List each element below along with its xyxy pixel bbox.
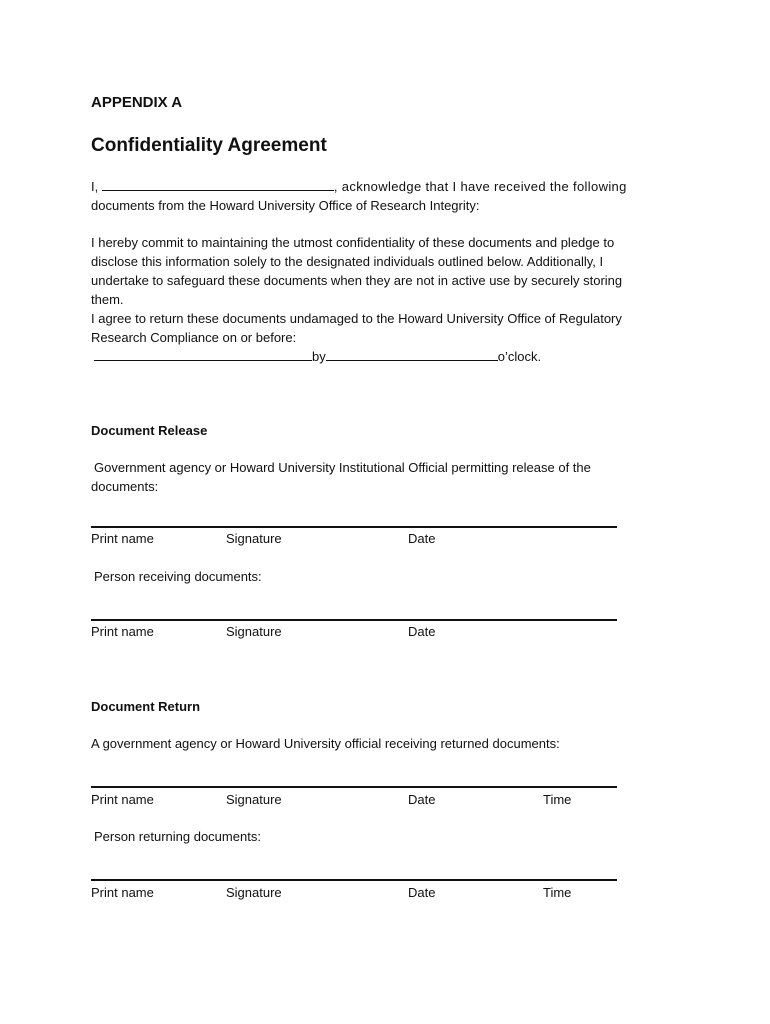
return-person-label: Person returning documents: <box>94 829 261 844</box>
return-deadline-line <box>91 347 681 366</box>
return-person-signature-line[interactable] <box>91 879 617 881</box>
commitment-line-4: them. <box>91 292 124 307</box>
intro-line-1 <box>91 177 681 196</box>
return-official-print-name: Print name <box>91 792 154 807</box>
commitment-line-1: I hereby commit to maintaining the utmost confidentiality of these documents and pledge to <box>91 235 615 250</box>
return-official-date: Date <box>408 792 436 807</box>
intro-paragraph <box>91 177 681 215</box>
return-time-blank[interactable] <box>326 349 498 361</box>
release-official-print-name: Print name <box>91 531 154 546</box>
commitment-line-5: I agree to return these documents undamaged to the Howard University Office of Regulatory <box>91 311 622 326</box>
commitment-line-3: undertake to safeguard these documents when they are not in active use by securely storing <box>91 273 623 288</box>
return-person-date: Date <box>408 885 436 900</box>
release-receiver-label: Person receiving documents: <box>94 569 262 584</box>
release-receiver-print-name: Print name <box>91 624 154 639</box>
document-title: Confidentiality Agreement <box>91 135 327 156</box>
return-official-signature: Signature <box>226 792 282 807</box>
appendix-heading: APPENDIX A <box>91 94 183 111</box>
return-official-label: A government agency or Howard University official receiving returned documents: <box>91 736 560 751</box>
return-official-time: Time <box>543 792 572 807</box>
intro-suffix: , acknowledge that I have received the following <box>333 179 627 194</box>
release-official-date: Date <box>408 531 436 546</box>
release-official-signature: Signature <box>226 531 282 546</box>
return-official-signature-line[interactable] <box>91 786 617 788</box>
release-official-line-2: documents: <box>91 479 159 494</box>
release-official-signature-line[interactable] <box>91 526 617 528</box>
return-person-time: Time <box>543 885 572 900</box>
oclock-label: o’clock. <box>497 349 542 364</box>
commitment-line-6: Research Compliance on or before: <box>91 330 297 345</box>
release-official-label <box>91 458 681 496</box>
return-person-signature: Signature <box>226 885 282 900</box>
return-date-blank[interactable] <box>94 349 312 361</box>
commitment-paragraph <box>91 233 681 366</box>
commitment-line-2: disclose this information solely to the designated individuals outlined below. Additionally, I <box>91 254 604 269</box>
intro-line-2: documents from the Howard University Office of Research Integrity: <box>91 198 480 213</box>
name-blank[interactable] <box>102 179 334 191</box>
intro-prefix: I, <box>91 179 99 194</box>
return-section-title: Document Return <box>91 699 201 714</box>
by-label: by <box>312 349 326 364</box>
release-official-line-1: Government agency or Howard University Institutional Official permitting release of the <box>94 460 591 475</box>
return-person-print-name: Print name <box>91 885 154 900</box>
release-receiver-signature: Signature <box>226 624 282 639</box>
release-section-title: Document Release <box>91 423 208 438</box>
release-receiver-signature-line[interactable] <box>91 619 617 621</box>
release-receiver-date: Date <box>408 624 436 639</box>
